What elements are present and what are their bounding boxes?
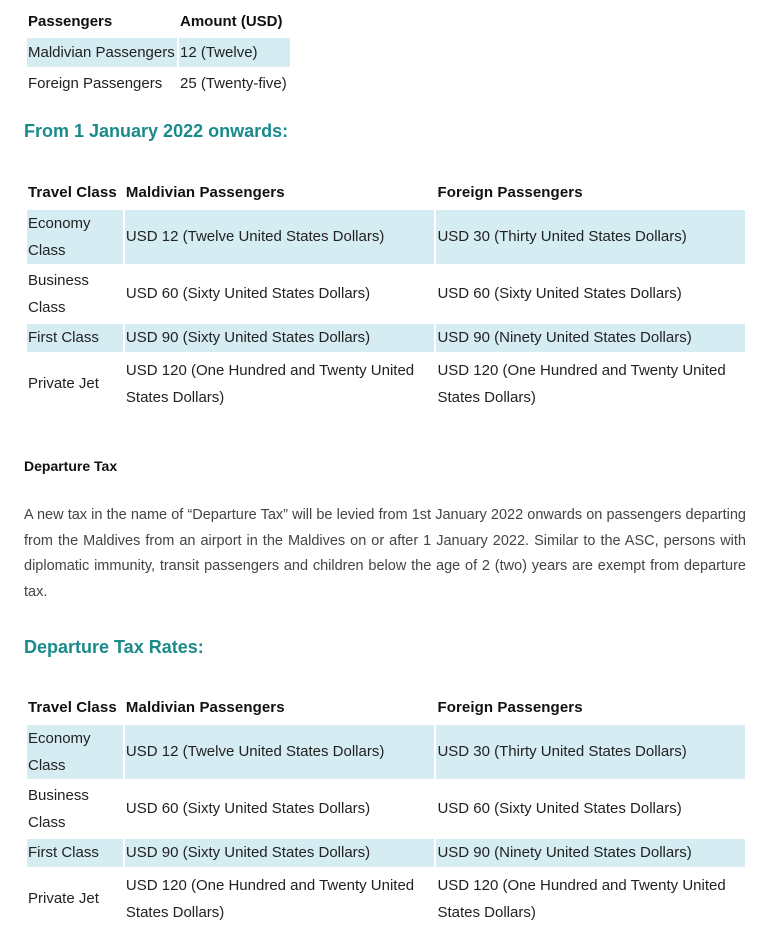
table-cell: USD 60 (Sixty United States Dollars) xyxy=(125,285,371,302)
table-cell: 12 (Twelve) xyxy=(179,38,290,67)
table-row xyxy=(27,266,745,322)
table-row xyxy=(27,839,745,867)
table-cell: USD 120 (One Hundred and Twenty United States Dollars) xyxy=(125,362,415,406)
column-header-foreign: Foreign Passengers xyxy=(437,183,583,201)
departure-tax-title: Departure Tax xyxy=(24,458,118,474)
table-row xyxy=(27,210,745,264)
table-cell: USD 90 (Sixty United States Dollars) xyxy=(125,324,435,352)
table-cell: First Class xyxy=(27,839,123,867)
table-cell: USD 12 (Twelve United States Dollars) xyxy=(125,210,435,264)
column-header-maldivian: Maldivian Passengers xyxy=(125,183,285,201)
table-header-row xyxy=(27,692,745,723)
table-cell: 25 (Twenty-five) xyxy=(180,74,287,92)
table-cell: USD 30 (Thirty United States Dollars) xyxy=(436,725,745,779)
table-cell: USD 60 (Sixty United States Dollars) xyxy=(437,800,682,817)
table-row xyxy=(27,324,745,352)
column-header-foreign: Foreign Passengers xyxy=(437,698,583,716)
table-cell: Business Class xyxy=(28,272,89,316)
table-cell: USD 120 (One Hundred and Twenty United States Dollars) xyxy=(437,877,726,921)
departure-tax-paragraph: A new tax in the name of “Departure Tax” will be levied from 1st January 2022 onwards on passengers departing from the Maldives from an airport in the Maldives on or after 1 January 2022. Similar to the ASC, persons with diplomatic immunity, transit passengers and children below the age of 2 (two) years are exempt from departure tax. xyxy=(24,507,746,600)
table-row xyxy=(27,725,745,779)
table-row xyxy=(27,869,745,929)
table-row xyxy=(27,354,745,414)
table-cell: Foreign Passengers xyxy=(28,74,163,92)
table-cell: Business Class xyxy=(28,787,89,831)
column-header-passengers: Passengers xyxy=(28,13,113,30)
table-header-row xyxy=(27,177,745,208)
column-header-amount: Amount (USD) xyxy=(180,13,283,30)
table-cell: USD 120 (One Hundred and Twenty United States Dollars) xyxy=(125,877,415,921)
table-row xyxy=(27,69,290,98)
table-cell: Economy Class xyxy=(27,725,123,779)
table-cell: Economy Class xyxy=(27,210,123,264)
table-cell: USD 30 (Thirty United States Dollars) xyxy=(436,210,745,264)
departure-tax-table xyxy=(25,690,747,931)
table-row xyxy=(27,38,290,67)
table-cell: USD 90 (Sixty United States Dollars) xyxy=(125,839,435,867)
table-cell: USD 120 (One Hundred and Twenty United States Dollars) xyxy=(437,362,726,406)
column-header-travel-class: Travel Class xyxy=(28,698,117,716)
table-cell: USD 12 (Twelve United States Dollars) xyxy=(125,725,435,779)
table-row xyxy=(27,781,745,837)
section-heading-departure-rates: Departure Tax Rates: xyxy=(24,637,204,657)
table-cell: USD 90 (Ninety United States Dollars) xyxy=(436,324,745,352)
asc-2022-table xyxy=(25,175,747,416)
table-cell: Maldivian Passengers xyxy=(27,38,177,67)
column-header-travel-class: Travel Class xyxy=(28,183,117,201)
table-header-row xyxy=(27,8,290,36)
section-heading-2022: From 1 January 2022 onwards: xyxy=(24,121,289,141)
asc-rates-table xyxy=(25,6,292,100)
table-cell: USD 90 (Ninety United States Dollars) xyxy=(436,839,745,867)
table-cell: Private Jet xyxy=(28,890,99,907)
column-header-maldivian: Maldivian Passengers xyxy=(125,698,285,716)
table-cell: Private Jet xyxy=(28,375,99,392)
table-cell: USD 60 (Sixty United States Dollars) xyxy=(125,800,371,817)
table-cell: USD 60 (Sixty United States Dollars) xyxy=(437,285,682,302)
table-cell: First Class xyxy=(27,324,123,352)
